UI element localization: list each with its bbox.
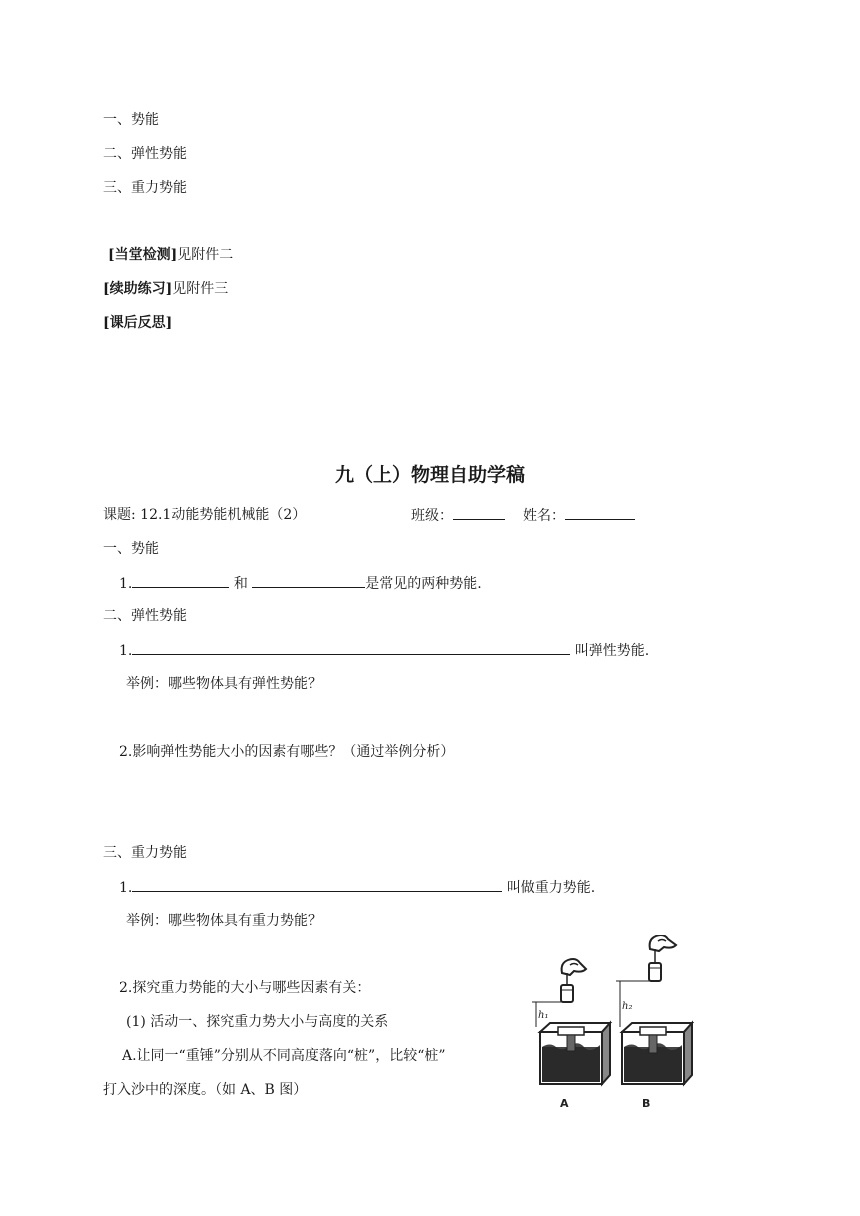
s2-q1-tail: 叫弹性势能. — [574, 643, 650, 659]
s2-q2: 2.影响弹性势能大小的因素有哪些？（通过举例分析） — [119, 744, 455, 760]
figure-label-b: B — [642, 1097, 651, 1110]
s3-q1-blank[interactable] — [132, 878, 502, 892]
s1-q1-num: 1. — [119, 576, 133, 592]
class-blank[interactable] — [453, 506, 505, 520]
s1-q1-blank-1[interactable] — [132, 574, 229, 588]
height-label-h2: h₂ — [622, 1001, 633, 1012]
name-label: 姓名： — [523, 508, 565, 524]
activity-1: (1) 活动一、探究重力势大小与高度的关系 — [126, 1014, 389, 1030]
s1-q1-blank-2[interactable] — [252, 574, 365, 588]
figure-label-a: A — [560, 1097, 569, 1110]
s3-q1 — [119, 878, 595, 897]
s2-q1-num: 1. — [119, 643, 133, 659]
s3-q2: 2.探究重力势能的大小与哪些因素有关： — [119, 980, 371, 996]
class-label: 班级： — [411, 508, 453, 524]
s2-heading: 二、弹性势能 — [103, 608, 187, 624]
class-field — [411, 506, 505, 525]
worksheet-title: 九（上）物理自助学稿 — [334, 464, 525, 486]
s2-example: 举例：哪些物体具有弹性势能？ — [126, 676, 322, 692]
s1-q1-and: 和 — [233, 576, 248, 592]
s1-q1 — [119, 574, 482, 593]
s2-q1 — [119, 641, 649, 660]
practice-line — [103, 280, 228, 298]
activity-1-a-line-2: 打入沙中的深度。（如 A、B 图） — [103, 1082, 308, 1098]
check-text: 见附件二 — [177, 247, 234, 263]
summary-item-3: 三、重力势能 — [103, 180, 187, 196]
s1-q1-tail: 是常见的两种势能. — [365, 576, 482, 592]
name-field — [523, 506, 635, 525]
summary-item-1: 一、势能 — [103, 112, 159, 128]
check-tag: [当堂检测] — [108, 247, 178, 263]
s3-q1-tail: 叫做重力势能. — [506, 880, 596, 896]
s3-heading: 三、重力势能 — [103, 845, 187, 861]
s2-q1-blank[interactable] — [132, 641, 570, 655]
figure-panel-b — [616, 935, 692, 1110]
summary-item-2: 二、弹性势能 — [103, 146, 187, 162]
name-blank[interactable] — [565, 506, 635, 520]
reflect-tag: [课后反思] — [103, 315, 173, 331]
s1-heading: 一、势能 — [103, 541, 159, 557]
practice-text: 见附件三 — [172, 281, 229, 297]
check-line — [108, 246, 233, 264]
s3-example: 举例：哪些物体具有重力势能？ — [126, 913, 322, 929]
figure-panel-a — [532, 959, 610, 1110]
s3-q1-num: 1. — [119, 880, 133, 896]
topic-line: 课题: 12.1动能势能机械能（2） — [103, 507, 307, 523]
activity-1-a-line-1: A.让同一“重锤”分别从不同高度落向“桩”，比较“桩” — [122, 1048, 446, 1064]
drop-hammer-figure — [512, 935, 712, 1110]
height-label-h1: h₁ — [538, 1010, 549, 1021]
practice-tag: [续助练习] — [103, 281, 173, 297]
